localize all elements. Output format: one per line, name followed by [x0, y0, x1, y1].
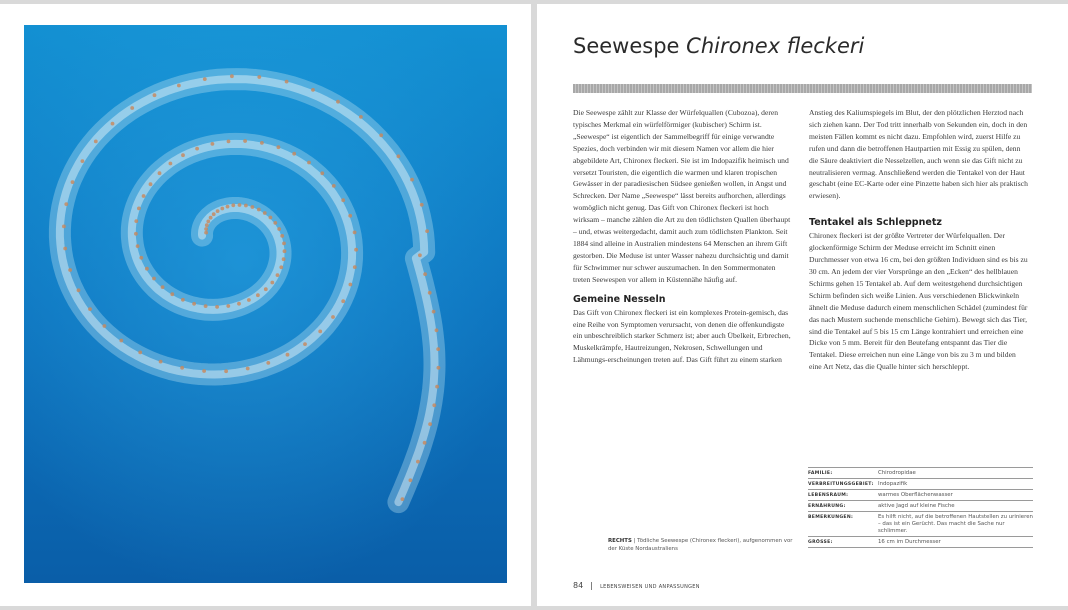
zooid-dot	[416, 460, 420, 464]
zooid-dot	[181, 153, 185, 157]
zooid-dot	[204, 231, 208, 235]
fact-value: Es hilft nicht, auf die betroffenen Hautstellen zu urinieren – das ist ein Gerücht. Das macht die Sache nur schlimmer.	[878, 512, 1033, 537]
title-main: Seewespe	[573, 34, 680, 58]
zooid-dot	[318, 330, 322, 334]
zooid-dot	[237, 302, 241, 306]
zooid-dot	[353, 231, 357, 235]
zooid-dot	[359, 115, 363, 119]
zooid-dot	[260, 141, 264, 145]
zooid-dot	[311, 88, 315, 92]
zooid-dot	[64, 202, 68, 206]
zooid-dot	[71, 180, 75, 184]
zooid-dot	[205, 223, 209, 227]
zooid-dot	[204, 227, 208, 231]
fact-value: warmes Oberflächenwasser	[878, 490, 1033, 501]
zooid-dot	[244, 204, 248, 208]
zooid-dot	[224, 369, 228, 373]
zooid-dot	[103, 324, 107, 328]
zooid-dot	[263, 211, 267, 215]
zooid-dot	[81, 159, 85, 163]
zooid-dot	[152, 277, 156, 281]
zooid-dot	[161, 285, 165, 289]
zooid-dot	[88, 307, 92, 311]
nesseln-paragraph: Das Gift von Chironex fleckeri ist ein komplexes Protein-gemisch, das eine Reihe von Symptomen verursacht, von denen die offenkundigste ein unbeschreiblich starker Schmerz ist; aber auch Übelkeit, Erbrechen, Muskelkrämpfe, Hautreizungen, Nekrosen, Schwellungen und Lähmungs-erscheinungen treten auf. Das Gift führt zu einem starken	[573, 307, 791, 365]
zooid-dot	[134, 232, 138, 236]
title-latin: Chironex fleckeri	[686, 34, 865, 58]
zooid-dot	[423, 272, 427, 276]
jellyfish-photo	[24, 25, 507, 583]
zooid-dot	[256, 293, 260, 297]
zooid-dot	[283, 249, 287, 253]
zooid-dot	[379, 133, 383, 137]
caption-text: Tödliche Seewespe (Chironex fleckeri), aufgenommen vor der Küste Nordaustraliens	[608, 538, 793, 552]
left-page	[0, 4, 531, 606]
zooid-dot	[428, 422, 432, 426]
zooid-dot	[435, 328, 439, 332]
zooid-dot	[348, 214, 352, 218]
fact-value: Indopazifik	[878, 479, 1033, 490]
zooid-dot	[353, 265, 357, 269]
fact-key: BEMERKUNGEN:	[808, 512, 878, 537]
zooid-dot	[425, 229, 429, 233]
zooid-dot	[428, 291, 432, 295]
zooid-dot	[153, 93, 157, 97]
zooid-dot	[62, 225, 66, 229]
zooid-dot	[280, 234, 284, 238]
zooid-dot	[276, 273, 280, 277]
zooid-dot	[68, 268, 72, 272]
zooid-dot	[227, 140, 231, 144]
text-column-right	[809, 107, 1029, 373]
zooid-dot	[436, 347, 440, 351]
zooid-dot	[142, 194, 146, 198]
fact-row	[808, 501, 1033, 512]
zooid-dot	[206, 220, 210, 224]
zooid-dot	[181, 298, 185, 302]
title-rule	[573, 84, 1032, 93]
fact-value: Chirodropidae	[878, 468, 1033, 479]
zooid-dot	[354, 248, 358, 252]
zooid-dot	[226, 205, 230, 209]
zooid-dot	[435, 385, 439, 389]
caption-label: RECHTS	[608, 538, 632, 544]
zooid-dot	[303, 342, 307, 346]
zooid-dot	[410, 178, 414, 182]
fact-value: 16 cm im Durchmesser	[878, 537, 1033, 548]
zooid-dot	[277, 227, 281, 231]
fact-row	[808, 490, 1033, 501]
photo-caption	[608, 537, 798, 553]
zooid-dot	[226, 304, 230, 308]
zooid-dot	[282, 242, 286, 246]
footer-separator: |	[590, 581, 593, 590]
zooid-dot	[169, 162, 173, 166]
zooid-dot	[437, 366, 441, 370]
zooid-dot	[409, 478, 413, 482]
zooid-dot	[215, 305, 219, 309]
zooid-dot	[216, 209, 220, 213]
right-page	[537, 4, 1068, 606]
zooid-dot	[264, 287, 268, 291]
footer-section: LEBENSWEISEN UND ANPASSUNGEN	[600, 584, 700, 590]
zooid-dot	[251, 205, 255, 209]
jellyfish-spiral-image	[24, 25, 507, 583]
caption-separator: |	[631, 538, 638, 544]
zooid-dot	[119, 339, 123, 343]
zooid-dot	[269, 216, 273, 220]
zooid-dot	[77, 288, 81, 292]
zooid-dot	[320, 171, 324, 175]
fact-key: LEBENSRAUM:	[808, 490, 878, 501]
zooid-dot	[279, 265, 283, 269]
intro-paragraph: Die Seewespe zählt zur Klasse der Würfelquallen (Cubozoa), deren typisches Merkmal ein würfelförmiger (kubischer) Schirm ist. „Seewespe“ ist eigentlich der Sammelbegriff für einige verwandte Spezies, doch verbinden wir mit diesem Namen vor allem die hier abgebildete Art, Chironex fleckeri. Sie ist im Indopazifik heimisch und versetzt Touristen, die eigentlich die warmen und klaren tropischen Gewässer in der paradiesischen Südsee genießen wollen, in Angst und Schrecken. Der Name „Seewespe“ lässt bereits aufhorchen, allerdings womöglich nicht genug. Das Gift von Chironex fleckeri ist hoch wirksam – manche zählen die Art zu den tödlichsten Quallen überhaupt – und, etwas weitergedacht, damit auch zum tödlichsten Plankton. Seit 1884 sind alleine in Australien mindestens 64 Menschen an ihrem Gift gestorben. Die Meduse ist unter Wasser nahezu durchsichtig und damit für Schwimmer nur schwer auszumachen. In den Sommermonaten treten Seewespen vor allem in Küstennähe häufig auf.	[573, 108, 791, 284]
zooid-dot	[247, 298, 251, 302]
zooid-dot	[158, 171, 162, 175]
zooid-dot	[397, 154, 401, 158]
zooid-dot	[243, 139, 247, 143]
fact-key: GRÖSSE:	[808, 537, 878, 548]
continued-paragraph: Anstieg des Kaliumspiegels im Blut, der den plötzlichen Herztod nach sich ziehen kann. Der Tod tritt innerhalb von Sekunden ein, doch in den meisten Fällen kommt es nicht dazu. Empfohlen wird, zuerst Hilfe zu rufen und dann die betroffenen Hautpartien mit Essig zu spülen, denn die Säure deaktiviert die Nesselzellen, auch wenn sie das Gift nicht zu neutralisieren vermag. Anschließend werden die Tentakel von der Haut geschabt (eine EC-Karte oder eine Pinzette haben sich hier als praktisch erwiesen).	[809, 108, 1028, 201]
fact-table	[808, 467, 1033, 548]
zooid-dot	[423, 441, 427, 445]
zooid-dot	[246, 367, 250, 371]
zooid-dot	[192, 302, 196, 306]
zooid-dot	[204, 304, 208, 308]
zooid-dot	[282, 257, 286, 261]
zooid-dot	[332, 184, 336, 188]
zooid-dot	[139, 256, 143, 260]
zooid-dot	[292, 152, 296, 156]
zooid-dot	[180, 366, 184, 370]
zooid-dot	[401, 497, 405, 501]
zooid-dot	[211, 142, 215, 146]
zooid-dot	[94, 140, 98, 144]
zooid-dot	[220, 207, 224, 211]
zooid-dot	[230, 74, 234, 78]
zooid-dot	[286, 353, 290, 357]
fact-row	[808, 468, 1033, 479]
zooid-dot	[231, 203, 235, 207]
zooid-dot	[138, 351, 142, 355]
zooid-dot	[331, 315, 335, 319]
fact-row	[808, 512, 1033, 537]
fact-key: FAMILIE:	[808, 468, 878, 479]
zooid-dot	[177, 84, 181, 88]
fact-value: aktive Jagd auf kleine Fische	[878, 501, 1033, 512]
zooid-dot	[170, 292, 174, 296]
zooid-dot	[257, 75, 261, 79]
zooid-dot	[285, 80, 289, 84]
zooid-dot	[63, 247, 67, 251]
zooid-dot	[145, 267, 149, 271]
zooid-dot	[209, 216, 213, 220]
zooid-dot	[137, 207, 141, 211]
zooid-dot	[277, 145, 281, 149]
tentakel-paragraph: Chironex fleckeri ist der größte Vertreter der Würfelquallen. Der glockenförmige Schirm der Meduse erreicht im Schnitt einen Durchmesser von etwa 16 cm, bei den größten Individuen sind es bis zu 30 cm. An jedem der vier Vorsprünge an den „Ecken“ des hellblauen Schirms gehen 15 Tentakel ab. Auf dem weitestgehend durchsichtigen Schirm befinden sich weiße Linien. Aus verschiedenen Blickwinkeln ähnelt die Meduse dadurch einem menschlichen Schädel (zumindest für das nach Mustern suchende menschliche Gehirn). Bewegt sich das Tier, sind die Tentakel auf 5 bis 15 cm Länge kontrahiert und erreichen eine Dicke von 5 mm. Bereit für den Beutefang entspannt das Tier die Tentakel. Diese erreichen nun eine Länge von bis zu 3 m und bilden eine Art Netz, das die Qualle hinter sich herschleppt.	[809, 231, 1028, 372]
zooid-dot	[418, 253, 422, 257]
fact-row	[808, 479, 1033, 490]
page-footer	[573, 573, 700, 592]
zooid-dot	[238, 203, 242, 207]
zooid-dot	[203, 77, 207, 81]
zooid-dot	[202, 369, 206, 373]
zooid-dot	[195, 147, 199, 151]
page-title	[573, 34, 864, 58]
zooid-dot	[273, 221, 277, 225]
text-column-left	[573, 107, 793, 366]
zooid-dot	[159, 360, 163, 364]
zooid-dot	[270, 281, 274, 285]
zooid-dot	[149, 182, 153, 186]
zooid-dot	[257, 208, 261, 212]
zooid-dot	[341, 299, 345, 303]
zooid-dot	[266, 361, 270, 365]
zooid-dot	[432, 403, 436, 407]
zooid-dot	[130, 106, 134, 110]
zooid-dot	[349, 283, 353, 287]
zooid-dot	[111, 122, 115, 126]
zooid-dot	[136, 244, 140, 248]
zooid-dot	[134, 219, 138, 223]
zooid-dot	[307, 161, 311, 165]
fact-key: VERBREITUNGSGEBIET:	[808, 479, 878, 490]
zooid-dot	[212, 212, 216, 216]
zooid-dot	[336, 100, 340, 104]
section-heading-nesseln: Gemeine Nesseln	[573, 293, 666, 305]
fact-row	[808, 537, 1033, 548]
fact-key: ERNÄHRUNG:	[808, 501, 878, 512]
zooid-dot	[420, 203, 424, 207]
section-heading-tentakel: Tentakel als Schleppnetz	[809, 217, 942, 229]
page-number: 84	[573, 581, 584, 590]
zooid-dot	[432, 310, 436, 314]
zooid-dot	[341, 198, 345, 202]
